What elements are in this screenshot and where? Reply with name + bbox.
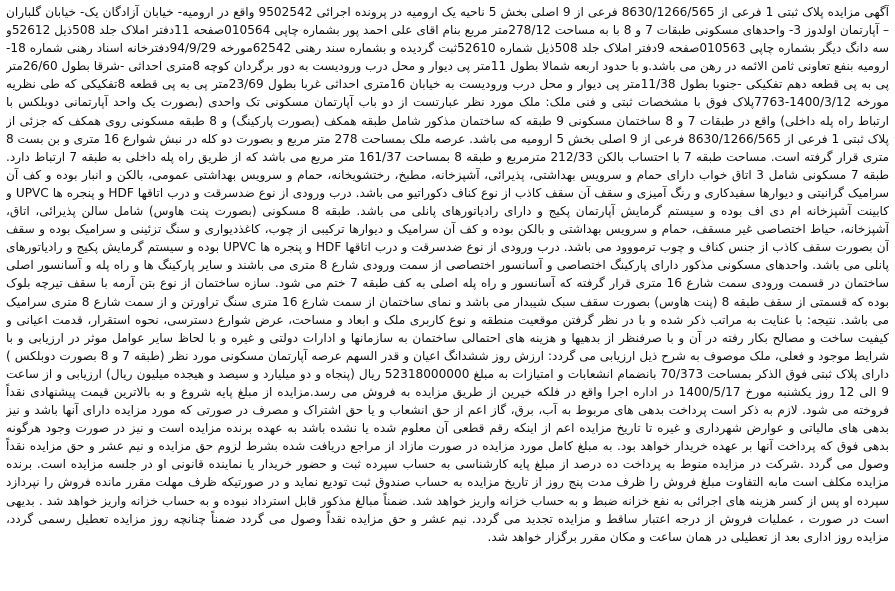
auction-notice [6,3,889,587]
notice-body-text: آگهی مزایده پلاک ثبتی 1 فرعی از 8630/1266/565 فرعی از 9 اصلی بخش 5 ناحیه یک ارومیه در پرونده اجرائی 9502542 واقع در ارومیه- خیابان آزادگان یک- خیابان گلباران – آپارتمان اولدوز 3- واحدهای مسکونی طبقات 7 و 8 با به مساحت 278/12متر مربع بنام اقای علی احمد پور بشماره چاپی 010564صفحه 11دفتر املاک جلد 508ذیل 52612و سه دانگ دیگر بشماره چاپی 010563صفحه 9دفتر املاک جلد 508ذیل شماره 52610ثبت گردیده و بشماره سند رهنی 62542مورخه 94/9/29دفترخانه اسناد رهنی شماره 18- ارومیه بنفع تعاونی ثامن الائمه در رهن می باشد.و با حدود اربعه شمالا بطول 11متر پی دیوار و محل درب ورودیست به دور برگردان کوچه 8متری احداثی -شرقا بطول 26/60متر پی به پی قطعه دهم تفکیکی -جنوبا بطول 11/38متر پی دیوار و محل درب ورودیست به خیابان 16متری احداثی غربا بطول 23/69متر پی به پی قطعه 8تفکیکی که طی نظریه مورخه 1400/3/12-7763پلاک فوق با مشخصات ثبتی و فنی ملک: ملک مورد نظر عبارتست از دو باب آپارتمان مسکونی تک واحدی (بصورت یک واحد آپارتمانی دوبلکس با ارتباط راه پله داخلی) واقع در طبقات 7 و 8 ساختمان مسکونی 9 طبقه که ساختمان مذکور شامل طبقه همکف (بصورت پارکینگ) و 8 طبقه مسکونی روی همکف که جزئی از پلاک ثبتی 1 فرعی از 8630/1266/565 فرعی از 9 اصلی بخش 5 ارومیه می باشد. عرصه ملک بمساحت 278 متر مربع و بصورت دو کله در نبش شوارع 16 متری و بن بست 8 متری قرار گرفته است. مساحت طبقه 7 با احتساب بالکن 212/33 مترمربع و طبقه 8 بمساحت 161/37 متر مربع می باشد که از طریق راه پله داخلی به طبقه 7 ارتباط دارد. طبقه 7 مسکونی شامل 3 اتاق خواب دارای حمام و سرویس بهداشتی، پذیرائی، آشپزخانه، مطبخ، رختشویخانه، حمام و سرویس بهداشتی عمومی، بالکن و انبار بوده و کف آن سرامیک گرانیتی و دیوارها سفیدکاری و رنگ آمیزی و سقف آن سقف کاذب از نوع کناف دکوراتیو می باشد. درب ورودی از نوع ضدسرقت و درب اتاقها HDF و پنجره ها UPVC و کابینت آشپزخانه ام دی اف بوده و سیستم گرمایش آپارتمان پکیج و دارای رادیاتورهای پانلی می باشد. طبقه 8 مسکونی (بصورت پنت هاوس) شامل سالن پذیرائی، اتاق، آشپزخانه، حیاط اختصاصی غیر مسقف، حمام و سرویس بهداشتی و بالکن بوده و کف آن سرامیک و دیوارها ترکیبی از چوب، کاغذدیواری و سنگ تزئینی و سرامیک بوده و سقف آن بصورت سقف کاذب از جنس کناف و چوب ترمووود می باشد. درب ورودی از نوع ضدسرقت و درب اتاقها HDF و پنجره ها UPVC بوده و سیستم گرمایش پکیج و رادیاتورهای پانلی می باشد. واحدهای مسکونی مذکور دارای پارکینگ اختصاصی و آسانسور اختصاصی از سمت ورودی شارع 8 متری می باشند و سایر پارکینگ ها و راه پله و آسانسور اصلی ساختمان در قسمت ورودی سمت شارع 16 متری قرار گرفته که آسانسور و راه پله اصلی به کف طبقه 7 ختم می شود. سازه ساختمان از نوع بتن آرمه با سقف تیرچه بلوک بوده که قسمتی از سقف طبقه 8 (پنت هاوس) بصورت سقف سبک شیبدار می باشد و نمای ساختمان از سمت شارع 16 متری سنگ تراورتن و از سمت شارع 8 متری سرامیک می باشد. نتیجه: با عنایت به مراتب ذکر شده و با در نظر گرفتن موقعیت منطقه و نوع کاربری ملک و ابعاد و مساحت، عرض شوارع دسترسی، نحوه استقرار، قدمت اعیانی و کیفیت ساخت و مصالح بکار رفته در آن و با صرفنظر از بدهیها و هزینه های احتمالی ساختمان به سازمانها و ادارات دولتی و غیره و با لحاظ سایر عوامل موثر در ارزیابی و با شرایط موجود و فعلی، ملک موصوف به شرح ذیل ارزیابی می گردد: ارزش روز ششدانگ اعیان و قدر السهم عرصه آپارتمان مسکونی مورد نظر (طبقه 7 و 8 بصورت دوبلکس ) دارای پلاک ثبتی فوق الذکر بمساحت 70/373 بانضمام انشعابات و امتیازات به مبلغ 52318000000 ریال (پنجاه و دو میلیارد و سیصد و هیجده میلیون ریال) ارزیابی و از ساعت 9 الی 12 روز یکشنبه مورخ 1400/5/17 در اداره اجرا واقع در فلکه خیرین از طریق مزایده به فروش می رسد.مزایده از مبلغ پایه شروع و به بالاترین قیمت پیشنهادی نقداً فروخته می شود. لازم به ذکر است پرداخت بدهی های مربوط به آب، برق، گاز اعم از حق انشعاب و یا حق اشتراک و مصرف در صورتی که مورد مزایده دارای آنها باشد و نیز بدهی های مالیاتی و عوارض شهرداری و غیره تا تاریخ مزایده اعم از اینکه رقم قطعی آن معلوم شده یا نشده باشد به عهده برنده مزایده است و نیز در صورت وجود هرگونه بدهی فوق که پرداخت آنها بر عهده خریدار خواهد بود. به مبلغ کامل مورد مزایده در صورت مازاد از مراجع دریافت شده بشرط لزوم حق مزایده و نیم عشر و حق مزایده نقداً وصول می گردد .شرکت در مزایده منوط به پرداخت ده درصد از مبلغ پایه کارشناسی به حساب سپرده ثبت و حضور خریدار یا نماینده قانونی او در جلسه مزایده است. برنده مزایده مکلف است مابه التفاوت مبلغ فروش را ظرف مدت پنج روز از تاریخ مزایده به حساب صندوق ثبت تودیع نماید و در صورتیکه ظرف مهلت مقرر مانده فروش را نپردازد سپرده او پس از کسر هزینه های اجرائی به نفع خزانه ضبط و به حساب خزانه واریز خواهد شد. ضمناً مبالغ مذکور قابل استرداد نبوده و به حساب خزانه واریز خواهد شد . بدیهی است در صورت ، عملیات فروش از درجه اعتبار ساقط و مزایده تجدید می گردد. نیم عشر و حق مزایده نقداً وصول می گردد ضمناً چنانچه روز مزایده تعطیل رسمی گردد، مزایده روز اداری بعد از تعطیلی در همان ساعت و مکان مقرر برگزار خواهد شد. [6,5,889,544]
